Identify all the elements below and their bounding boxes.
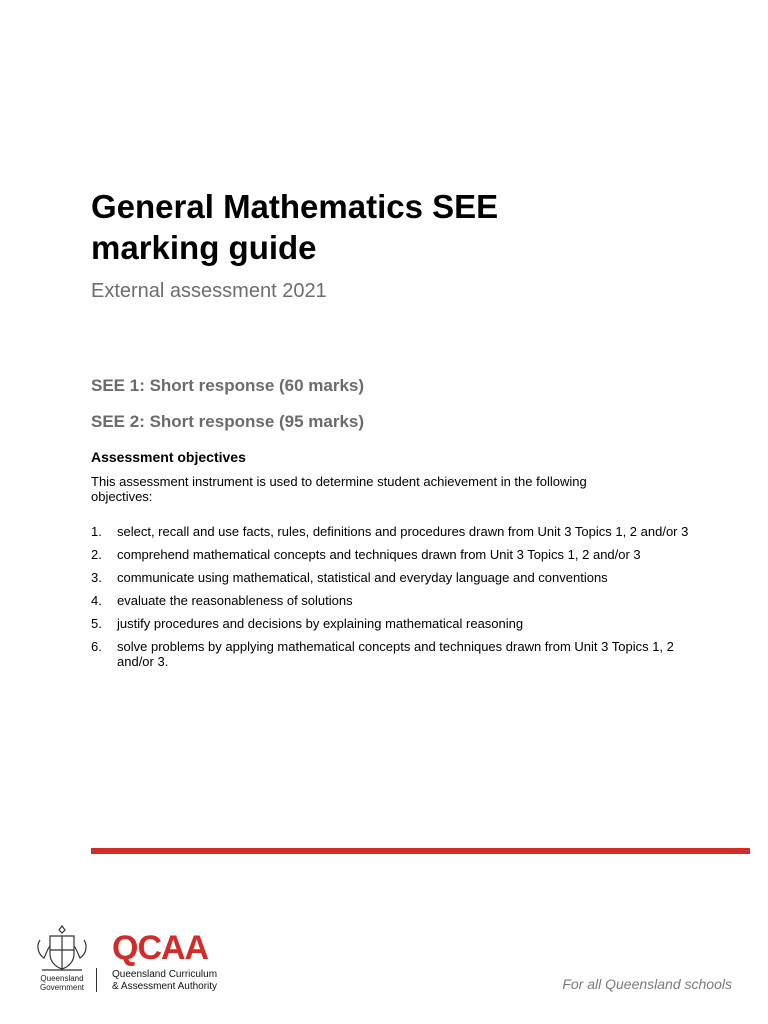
- list-item: [91, 524, 691, 539]
- qcaa-name-line-2: & Assessment Authority: [112, 981, 218, 992]
- page-subtitle: External assessment 2021: [91, 280, 327, 302]
- list-item-text: communicate using mathematical, statistical and everyday language and conventions: [117, 570, 608, 585]
- list-item: [91, 639, 691, 669]
- list-item-number: 1.: [91, 524, 102, 539]
- see1-heading: SEE 1: Short response (60 marks): [91, 376, 365, 395]
- list-item: [91, 616, 691, 631]
- page-title: [91, 186, 498, 268]
- see2-heading: SEE 2: Short response (95 marks): [91, 412, 365, 431]
- queensland-government-label: [30, 974, 94, 992]
- list-item-text: evaluate the reasonableness of solutions: [117, 593, 353, 608]
- gov-line-2: Government: [39, 983, 85, 992]
- list-item-text: solve problems by applying mathematical concepts and techniques drawn from Unit 3 Topics 1, 2 and/or 3.: [117, 639, 674, 669]
- title-line-2: marking guide: [91, 229, 317, 266]
- list-item-number: 3.: [91, 570, 102, 585]
- objectives-heading: Assessment objectives: [91, 449, 246, 465]
- title-line-1: General Mathematics SEE: [91, 188, 499, 225]
- qcaa-name-line-1: Queensland Curriculum: [112, 969, 218, 980]
- gov-line-1: Queensland: [40, 974, 84, 983]
- list-item: [91, 547, 691, 562]
- list-item-number: 6.: [91, 639, 102, 654]
- logo-divider: [96, 968, 97, 992]
- qcaa-logo: QCAA: [112, 929, 209, 967]
- list-item: [91, 570, 691, 585]
- list-item-text: justify procedures and decisions by explaining mathematical reasoning: [117, 616, 524, 631]
- list-item-number: 2.: [91, 547, 102, 562]
- list-item-number: 4.: [91, 593, 102, 608]
- list-item-text: comprehend mathematical concepts and techniques drawn from Unit 3 Topics 1, 2 and/or 3: [117, 547, 641, 562]
- footer-tagline: For all Queensland schools: [562, 976, 732, 992]
- qcaa-full-name: [112, 969, 217, 993]
- objectives-list: [91, 524, 691, 677]
- objectives-intro: This assessment instrument is used to determine student achievement in the following objectives:: [91, 474, 587, 504]
- list-item-text: select, recall and use facts, rules, definitions and procedures drawn from Unit 3 Topics 1, 2 and/or 3: [117, 524, 689, 539]
- list-item: [91, 593, 691, 608]
- list-item-number: 5.: [91, 616, 102, 631]
- footer-divider: [91, 848, 750, 854]
